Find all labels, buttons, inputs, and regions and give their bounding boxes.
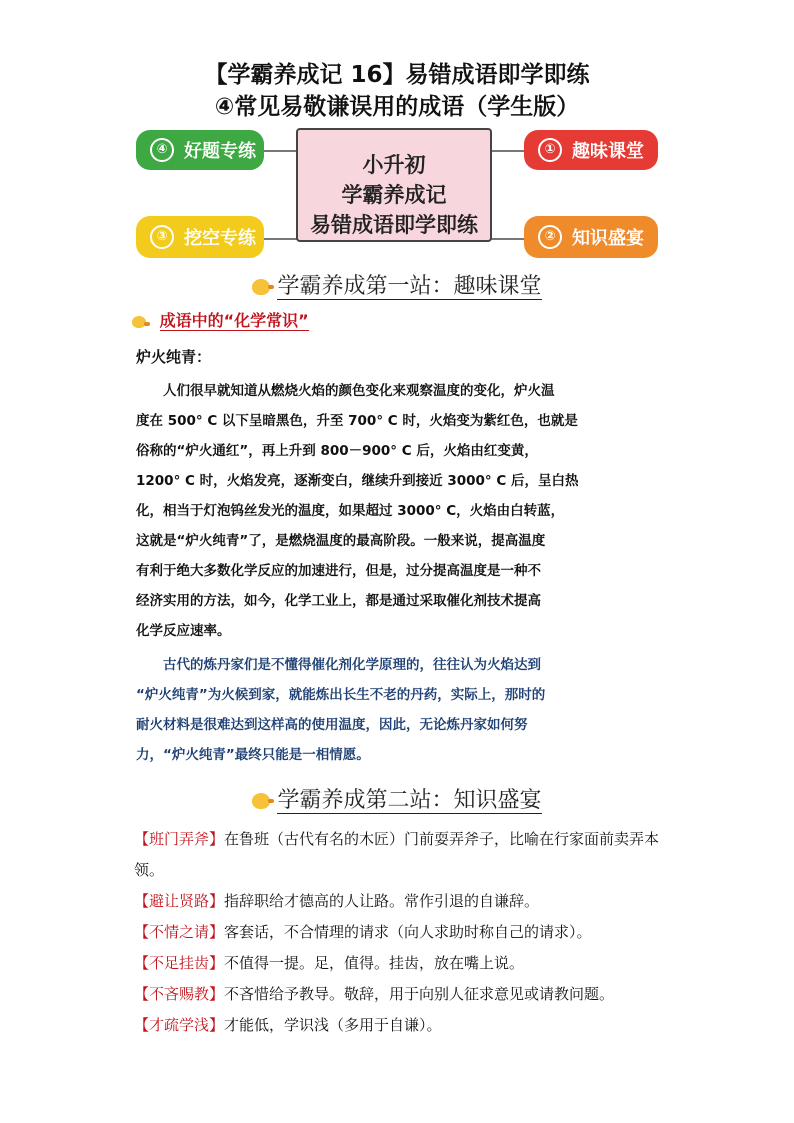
- paragraph-line: 有利于绝大多数化学反应的加速进行，但是，过分提高温度是一种不: [136, 563, 541, 579]
- idiom-definition: 指辞职给才德高的人让路。常作引退的自谦辞。: [224, 892, 540, 910]
- center-line: 学霸养成记: [341, 183, 447, 207]
- box-number: ④: [150, 138, 174, 162]
- mindmap-box-practice: [136, 130, 264, 170]
- paragraph-line: 力，“炉火纯青”最终只能是一相情愿。: [136, 747, 370, 763]
- paragraph-line: 化学反应速率。: [136, 623, 231, 639]
- center-line: 小升初: [362, 153, 426, 177]
- idiom-term: 【班门弄斧】: [134, 830, 225, 848]
- idiom-term: 【不情之请】: [134, 923, 225, 941]
- paragraph-1: [136, 376, 660, 646]
- mindmap-center: [296, 128, 492, 242]
- subheading-text: 成语中的“化学常识”: [159, 311, 309, 330]
- connector-line: [490, 150, 526, 152]
- paragraph-line: 化，相当于灯泡钨丝发光的温度，如果超过 3000° C，火焰由白转蓝，: [136, 503, 565, 519]
- idiom-entry: [134, 979, 664, 1010]
- idiom-entry: [134, 917, 664, 948]
- station2-heading-text: 学霸养成第二站：知识盛宴: [277, 788, 542, 813]
- box-label: 趣味课堂: [572, 141, 644, 162]
- idiom-term: 【不吝赐教】: [134, 985, 225, 1003]
- station1-heading-text: 学霸养成第一站：趣味课堂: [277, 274, 542, 299]
- box-number: ①: [538, 138, 562, 162]
- paragraph-line: 经济实用的方法，如今，化学工业上，都是通过采取催化剂技术提高: [136, 593, 541, 609]
- idiom-entry: [134, 824, 664, 886]
- connector-line: [262, 150, 298, 152]
- idiom-term: 【才疏学浅】: [134, 1016, 225, 1034]
- connector-line: [490, 238, 526, 240]
- box-label: 知识盛宴: [572, 228, 644, 249]
- chick-icon: [132, 316, 146, 328]
- station2-heading: [0, 786, 794, 816]
- idiom-entry-list: [134, 824, 664, 1041]
- document-title-line2: ④常见易敬谦误用的成语（学生版）: [214, 94, 580, 120]
- connector-line: [262, 238, 298, 240]
- paragraph-2: [136, 650, 660, 770]
- center-line: 易错成语即学即练: [310, 213, 478, 237]
- mindmap-box-fill-blank: [136, 216, 264, 258]
- idiom-label: 炉火纯青：: [136, 348, 212, 366]
- mindmap-box-knowledge: [524, 216, 658, 258]
- idiom-entry: [134, 886, 664, 917]
- idiom-entry: [134, 948, 664, 979]
- chick-icon: [252, 279, 270, 295]
- paragraph-line: 耐火材料是很难达到这样高的使用温度，因此，无论炼丹家如何努: [136, 717, 528, 733]
- box-label: 挖空专练: [184, 228, 256, 249]
- box-number: ③: [150, 225, 174, 249]
- idiom-term: 【避让贤路】: [134, 892, 225, 910]
- idiom-definition: 在鲁班（古代有名的木匠）门前耍弄斧子，比喻在行家面前卖弄本领。: [134, 830, 660, 879]
- box-number: ②: [538, 225, 562, 249]
- paragraph-line: 人们很早就知道从燃烧火焰的颜色变化来观察温度的变化，炉火温: [136, 383, 555, 399]
- document-title-line1: 【学霸养成记 16】易错成语即学即练: [204, 62, 590, 88]
- paragraph-line: 度在 500° C 以下呈暗黑色，升至 700° C 时，火焰变为紫红色，也就是: [136, 413, 578, 429]
- station1-heading: [0, 272, 794, 302]
- idiom-entry: [134, 1010, 664, 1041]
- paragraph-line: “炉火纯青”为火候到家，就能炼出长生不老的丹药，实际上，那时的: [136, 687, 546, 703]
- paragraph-line: 这就是“炉火纯青”了，是燃烧温度的最高阶段。一般来说，提高温度: [136, 533, 546, 549]
- idiom-term: 【不足挂齿】: [134, 954, 225, 972]
- idiom-definition: 才能低，学识浅（多用于自谦）。: [224, 1016, 442, 1034]
- idiom-definition: 不吝惜给予教导。敬辞，用于向别人征求意见或请教问题。: [224, 985, 615, 1003]
- paragraph-line: 俗称的“炉火通红”，再上升到 800－900° C 后，火焰由红变黄，: [136, 443, 538, 459]
- idiom-definition: 客套话，不合情理的请求（向人求助时称自己的请求）。: [224, 923, 592, 941]
- chick-icon: [252, 793, 270, 809]
- station1-subheading: [132, 310, 309, 332]
- mindmap-box-fun-class: [524, 130, 658, 170]
- idiom-definition: 不值得一提。足，值得。挂齿，放在嘴上说。: [224, 954, 525, 972]
- paragraph-line: 古代的炼丹家们是不懂得催化剂化学原理的，往往认为火焰达到: [136, 657, 541, 673]
- box-label: 好题专练: [184, 141, 256, 162]
- paragraph-line: 1200° C 时，火焰发亮，逐渐变白，继续升到接近 3000° C 后，呈白热: [136, 473, 579, 489]
